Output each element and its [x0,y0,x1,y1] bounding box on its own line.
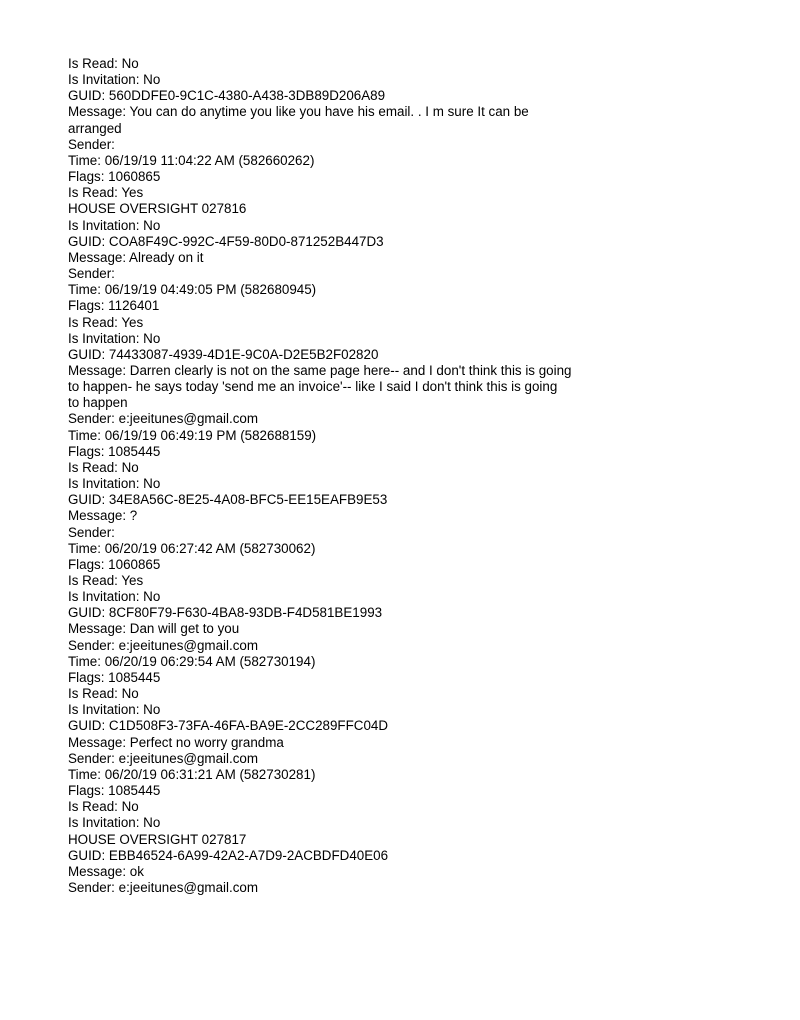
bates-stamp: HOUSE OVERSIGHT 027816 [68,201,247,217]
text-line: Message: Darren clearly is not on the same page here-- and I don't think this is going [68,362,572,378]
text-line: Is Invitation: No [68,702,161,718]
text-line: Message: You can do anytime you like you have his email. . I m sure It can be [68,104,529,120]
text-line: Is Invitation: No [68,815,161,831]
text-line: Sender: e:jeeitunes@gmail.com [68,411,258,427]
text-line: Is Read: No [68,56,139,71]
text-line: Is Invitation: No [68,589,161,605]
text-line: Message: Already on it [68,249,204,265]
text-line: Flags: 1085445 [68,783,161,799]
text-line: Sender: [68,266,115,282]
text-line: Sender: e:jeeitunes@gmail.com [68,637,258,653]
text-line: Is Read: No [68,686,139,702]
text-line: Is Invitation: No [68,217,161,233]
text-line: Flags: 1085445 [68,669,161,685]
text-line: Is Read: Yes [68,314,144,330]
text-line: Message: Dan will get to you [68,621,240,637]
text-line: Is Read: No [68,799,139,815]
text-line: GUID: 34E8A56C-8E25-4A08-BFC5-EE15EAFB9E53 [68,492,388,508]
text-line: Time: 06/19/19 06:49:19 PM (582688159) [68,427,317,443]
text-line: GUID: EBB46524-6A99-42A2-A7D9-2ACBDFD40E06 [68,847,389,863]
text-line: Message: ? [68,508,138,524]
text-line: Time: 06/20/19 06:31:21 AM (582730281) [68,766,316,782]
text-line: GUID: C1D508F3-73FA-46FA-BA9E-2CC289FFC04D [68,718,389,734]
text-line: Is Invitation: No [68,72,161,88]
document-body [68,56,708,896]
text-line: GUID: 74433087-4939-4D1E-9C0A-D2E5B2F02820 [68,346,379,362]
text-line: Sender: e:jeeitunes@gmail.com [68,879,258,895]
text-line: Time: 06/19/19 04:49:05 PM (582680945) [68,282,317,298]
text-line: Is Invitation: No [68,330,161,346]
text-line: Flags: 1085445 [68,443,161,459]
text-line: GUID: COA8F49C-992C-4F59-80D0-871252B447D3 [68,233,384,249]
text-line: Message: ok [68,863,144,879]
text-line: to happen [68,395,128,411]
text-line: arranged [68,120,122,136]
text-line: Time: 06/20/19 06:29:54 AM (582730194) [68,653,316,669]
text-line: Flags: 1060865 [68,556,161,572]
text-line: Time: 06/19/19 11:04:22 AM (582660262) [68,152,315,168]
text-line: Sender: [68,524,115,540]
text-line: GUID: 560DDFE0-9C1C-4380-A438-3DB89D206A89 [68,88,386,104]
text-line: Time: 06/20/19 06:27:42 AM (582730062) [68,540,316,556]
text-line: Flags: 1060865 [68,169,161,185]
text-line: Is Read: No [68,459,139,475]
text-line: Is Read: Yes [68,185,144,201]
text-line: Message: Perfect no worry grandma [68,734,284,750]
bates-stamp: HOUSE OVERSIGHT 027817 [68,831,247,847]
text-line: Sender: [68,136,115,152]
text-line: GUID: 8CF80F79-F630-4BA8-93DB-F4D581BE1993 [68,605,383,621]
text-line: Sender: e:jeeitunes@gmail.com [68,750,258,766]
text-line: Is Read: Yes [68,573,144,588]
text-line: to happen- he says today 'send me an invoice'-- like I said I don't think this is going [68,379,558,395]
text-line: Flags: 1126401 [68,298,160,314]
text-line: Is Invitation: No [68,476,161,492]
